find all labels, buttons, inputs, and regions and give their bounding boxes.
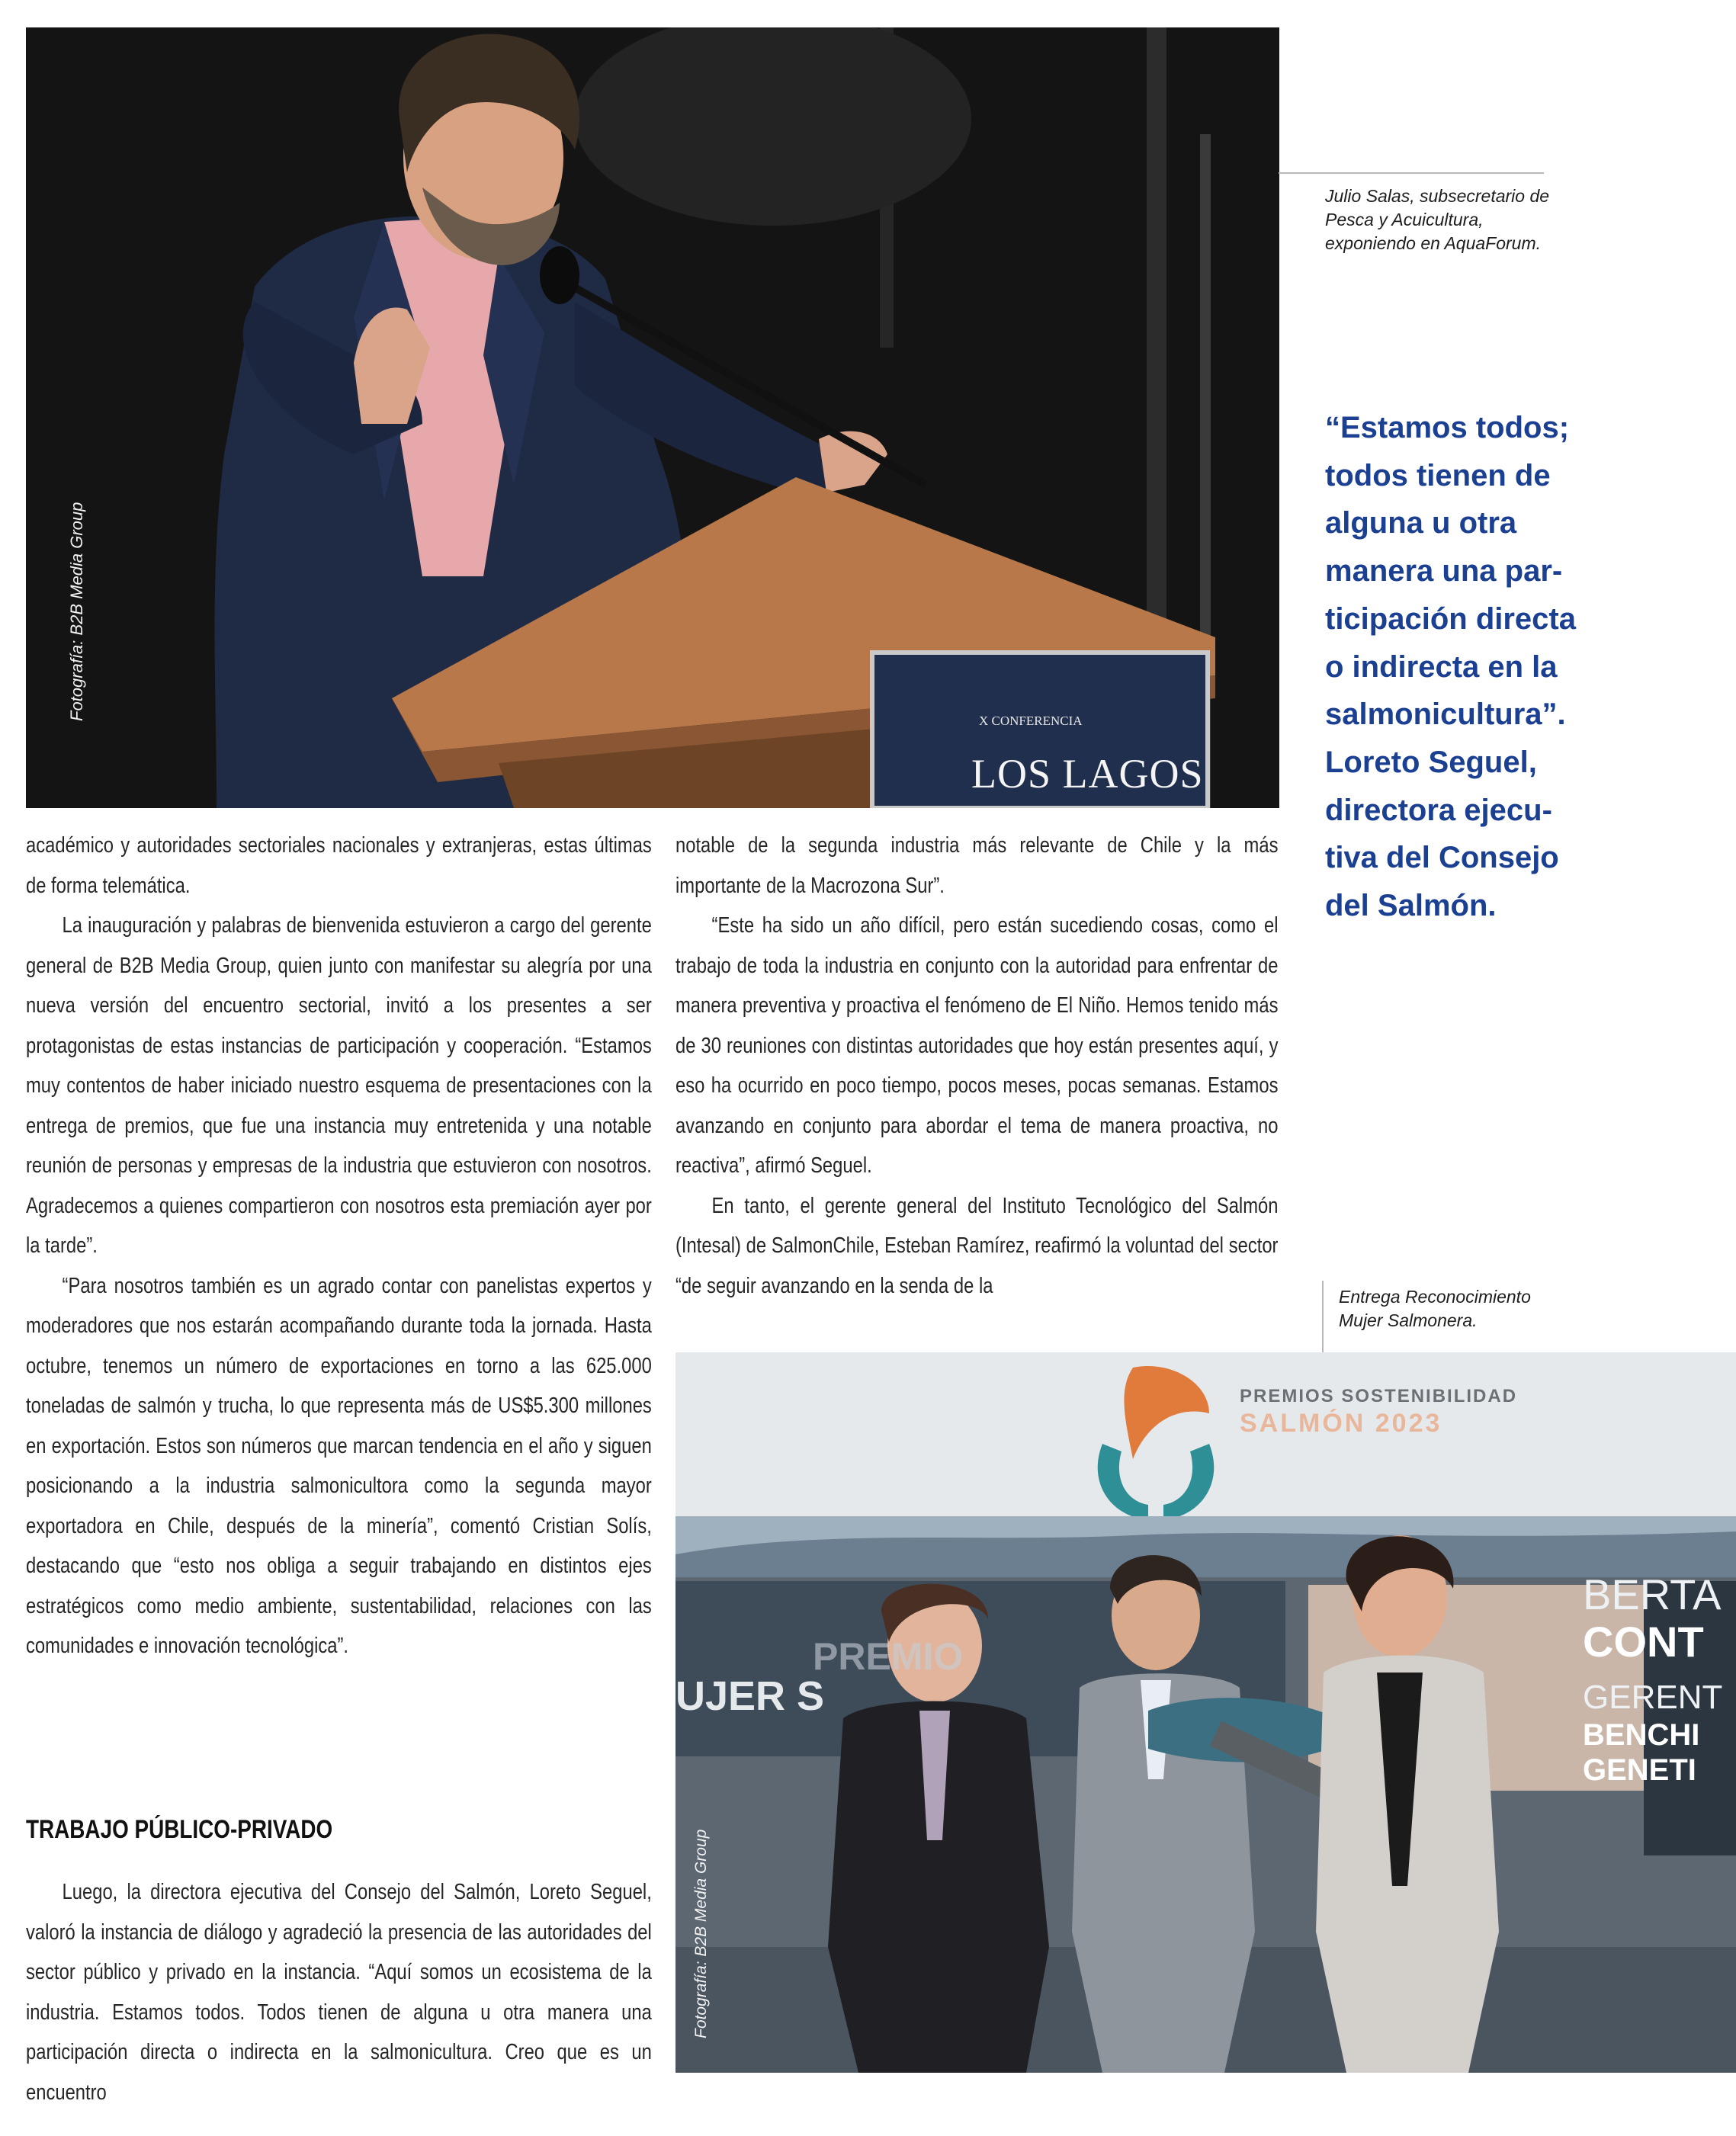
screen-text: CONT	[1583, 1618, 1704, 1666]
podium-text-large: LOS LAGOS	[971, 751, 1204, 797]
screen-text: BERTA	[1583, 1570, 1722, 1618]
screen-text: GENETI	[1583, 1753, 1696, 1787]
award-photo	[675, 1352, 1736, 2073]
photo-caption-speaker: Julio Salas, subsecretario de Pesca y Acuicultura, exponiendo en AquaForum.	[1325, 186, 1550, 253]
paragraph: “Este ha sido un año difícil, pero están sucediendo cosas, como el trabajo de toda la industria en conjunto con la autoridad para enfrentar de manera preventiva y proactiva el fenómeno de El Niño. Hemos tenido más de 30 reuniones con distintas autoridades que hoy están presentes aquí, y eso ha ocurrido en poco tiempo, pocos meses, pocas semanas. Estamos avanzando en conjunto para abordar el tema de manera proactiva, no reactiva”, afirmó Seguel.	[675, 913, 1279, 1178]
caption-rule	[1322, 1281, 1324, 1354]
article-column-right	[675, 826, 1278, 1306]
pull-quote-line: ticipación directa	[1325, 601, 1576, 636]
paragraph: En tanto, el gerente general del Instituto Tecnológico del Salmón (Intesal) de SalmonChile, Esteban Ramírez, reafirmó la voluntad del sector “de seguir avanzando en la senda de la	[675, 1193, 1279, 1298]
section-heading: TRABAJO PÚBLICO-PRIVADO	[26, 1815, 333, 1844]
screen-text: UJER S	[675, 1673, 825, 1719]
pull-quote-line: o indirecta en la	[1325, 649, 1558, 684]
paragraph: La inauguración y palabras de bienvenida estuvieron a cargo del gerente general de B2B Media Group, quien junto con manifestar su alegría por una nueva versión del encuentro sectorial, invitó a los presentes a ser protagonistas de estas instancias de participación y cooperación. “Estamos muy contentos de haber iniciado nuestro esquema de presentaciones con la entrega de premios, que fue una instancia muy entretenida y una notable reunión de personas y empresas de la industria que estuvieron con nosotros. Agradecemos a quienes compartieron con nosotros esta premiación ayer por la tarde”.	[26, 913, 652, 1258]
speaker-illustration	[26, 27, 1279, 808]
paragraph: “Para nosotros también es un agrado contar con panelistas expertos y moderadores que nos estarán acompañando durante toda la jornada. Hasta octubre, tenemos un número de exportaciones en torno a las 625.000 toneladas de salmón y trucha, lo que representa más de US$5.300 millones en exportación. Estos son números que marcan tendencia en el año y siguen posicionando a la industria salmonicultora como la segunda mayor exportadora en Chile, después de la minería”, comentó Cristian Solís, destacando que “esto nos obliga a seguir trabajando en distintos ejes estratégicos como medio ambiente, sustentabilidad, relaciones con las comunidades e innovación tecnológica”.	[26, 1273, 652, 1658]
caption-rule	[1279, 172, 1544, 174]
pull-quote-line: tiva del Consejo	[1325, 841, 1559, 875]
pull-quote-line: Loreto Seguel,	[1325, 745, 1537, 779]
pull-quote-line: salmonicultura”.	[1325, 698, 1566, 732]
pull-quote	[1325, 404, 1722, 930]
banner-year: SALMÓN 2023	[1240, 1409, 1442, 1438]
award-illustration	[675, 1352, 1736, 2073]
pull-quote-line: todos tienen de	[1325, 458, 1551, 492]
photo-credit: Fotografía: B2B Media Group	[67, 502, 86, 721]
photo-caption-award: Entrega Reconocimiento Mujer Salmonera.	[1339, 1287, 1531, 1330]
photo-credit: Fotografía: B2B Media Group	[692, 1829, 710, 2038]
paragraph: Luego, la directora ejecutiva del Consejo del Salmón, Loreto Seguel, valoró la instancia de diálogo y agradeció la presencia de las autoridades del sector público y privado en la instancia. “Aquí somos un ecosistema de la industria. Estamos todos. Todos tienen de alguna u otra manera una participación directa o indirecta en la salmonicultura. Creo que es un encuentro	[26, 1880, 652, 2105]
screen-text: GERENT	[1583, 1679, 1723, 1716]
paragraph: notable de la segunda industria más relevante de Chile y la más importante de la Macrozona Sur”.	[675, 833, 1279, 898]
screen-text: BENCHI	[1583, 1718, 1700, 1752]
article-column-left-lower	[26, 1872, 652, 2112]
paragraph: académico y autoridades sectoriales nacionales y extranjeras, estas últimas de forma telemática.	[26, 833, 652, 898]
podium-text-small: X CONFERENCIA	[979, 714, 1083, 728]
pull-quote-line: alguna u otra	[1325, 506, 1517, 540]
article-column-left	[26, 826, 652, 1666]
pull-quote-line: directora ejecu-	[1325, 793, 1552, 827]
pull-quote-line: “Estamos todos;	[1325, 411, 1570, 444]
screen-text: PREMIO	[813, 1635, 964, 1678]
speaker-photo	[26, 27, 1279, 808]
pull-quote-line: manera una par-	[1325, 554, 1563, 589]
banner-title: PREMIOS SOSTENIBILIDAD	[1240, 1386, 1518, 1406]
pull-quote-line: del Salmón.	[1325, 889, 1497, 923]
